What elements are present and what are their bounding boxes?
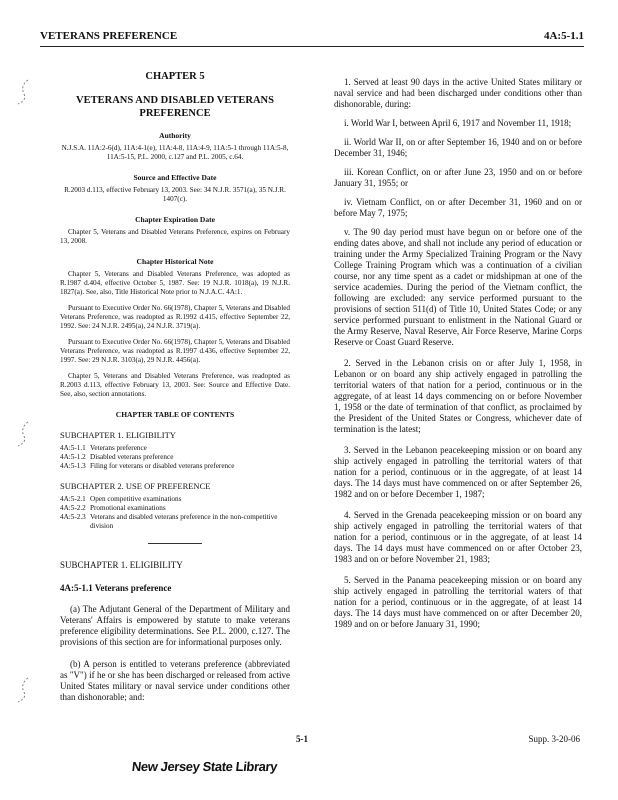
body-paragraph: 2. Served in the Lebanon crisis on or after July 1, 1958, in Lebanon or on board any ship actively engaged in patrolling the territorial waters of that nation for a period, continuous or in the aggregate, of at least 14 days commencing on or before November 1, 1958 or the date of termination of that conflict, as proclaimed by the President of the United States or Congress, whichever date of termination is the latest;: [334, 358, 582, 434]
toc-entry-number: 4A:5-2.1: [60, 495, 86, 503]
subchapter-heading: SUBCHAPTER 1. ELIGIBILITY: [60, 560, 183, 570]
body-paragraph: 1. Served at least 90 days in the active United States military or naval service and had been discharged under conditions other than dishonorable, during:: [334, 77, 582, 109]
toc-entry: [60, 513, 290, 531]
body-paragraph: (b) A person is entitled to veterans preference (abbreviated as "V") if he or she has been discharged or released from active United States military or naval service under conditions other than dishonorable; and:: [60, 659, 290, 702]
body-paragraph: (a) The Adjutant General of the Department of Military and Veterans' Affairs is empowered by statute to make veterans preference eligibility determinations. See P.L. 2000, c.127. The provisions of this section are for informational purposes only.: [60, 604, 290, 647]
toc-entry-text: Filing for veterans or disabled veterans preference: [90, 462, 235, 470]
page-number: 5-1: [296, 734, 308, 744]
chapter-title: VETERANS AND DISABLED VETERANS PREFERENCE: [76, 95, 274, 119]
expiration-text: Chapter 5, Veterans and Disabled Veterans Preference, expires on February 13, 2008.: [60, 228, 290, 245]
body-paragraph: i. World War I, between April 6, 1917 and November 11, 1918;: [344, 118, 572, 128]
toc-entry: [60, 444, 290, 453]
toc-subchapter: SUBCHAPTER 1. ELIGIBILITY: [60, 430, 176, 440]
header-citation: 4A:5-1.1: [543, 30, 584, 42]
running-header: [40, 30, 584, 46]
body-paragraph: 4. Served in the Grenada peacekeeping mission or on board any ship actively engaged in patrolling the territorial waters of that nation for a period, continuous or in the aggregate, of at least 14 days. The 14 days must have commenced on or after October 23, 1983 and on or before November 21, 1983;: [334, 510, 582, 564]
toc-entry-number: 4A:5-1.1: [60, 444, 86, 452]
toc-entry-text: Veterans and disabled veterans preference in the non-competitive division: [90, 513, 278, 530]
binder-hole-mark-icon: [14, 78, 38, 106]
history-paragraph: Chapter 5, Veterans and Disabled Veterans Preference, was adopted as R.1987 d.404, effective October 5, 1987. See: 19 N.J.R. 1018(a), 19 N.J.R. 1827(a). See, also, Title Historical Note prior to N.J.A.C. 4A:1.: [60, 270, 290, 296]
section-heading: 4A:5-1.1 Veterans preference: [60, 583, 172, 593]
source-text: R.2003 d.113, effective February 13, 2003. See: 34 N.J.R. 3571(a), 35 N.J.R. 1407(c).: [64, 186, 286, 203]
left-column: [60, 60, 290, 703]
history-paragraph: Pursuant to Executive Order No. 66(1978), Chapter 5, Veterans and Disabled Veterans Preference, was readopted as R.1997 d.436, effective September 22, 1997. See: 29 N.J.R. 3103(a), 29 N.J.R. 4456(a).: [60, 338, 290, 364]
authority-heading: Authority: [159, 131, 191, 140]
binder-hole-mark-icon: [14, 676, 38, 704]
body-paragraph: 5. Served in the Panama peacekeeping mission or on board any ship actively engaged in patrolling the territorial waters of that nation for a period, continuous or in the aggregate, of at least 14 days. The 14 days must have commenced on or after December 20, 1989 and on or before January 31, 1990;: [334, 575, 582, 629]
toc-entry-number: 4A:5-1.3: [60, 462, 86, 470]
section-divider: [148, 543, 202, 544]
toc-entry: [60, 453, 290, 462]
toc-heading: CHAPTER TABLE OF CONTENTS: [115, 410, 235, 419]
binder-hole-mark-icon: [14, 420, 38, 448]
expiration-heading: Chapter Expiration Date: [135, 215, 215, 224]
body-paragraph: iv. Vietnam Conflict, on or after December 31, 1960 and on or before May 7, 1975;: [334, 197, 582, 218]
toc-subchapter: SUBCHAPTER 2. USE OF PREFERENCE: [60, 481, 211, 491]
header-rule: [40, 46, 584, 47]
history-paragraph: Chapter 5, Veterans and Disabled Veterans Preference, was readopted as R.2003 d.113, effective February 13, 2003. See: Source and Effective Date. See, also, section annotations.: [60, 372, 290, 398]
toc-entry: [60, 462, 290, 471]
toc-list: [60, 444, 290, 471]
history-heading: Chapter Historical Note: [136, 257, 214, 266]
right-column: [334, 60, 582, 630]
supplement-date: Supp. 3-20-06: [528, 734, 580, 744]
toc-entry-text: Open competitive examinations: [90, 495, 182, 503]
toc-entry-number: 4A:5-1.2: [60, 453, 86, 461]
library-stamp: New Jersey State Library: [131, 759, 278, 774]
history-paragraph: Pursuant to Executive Order No. 66(1978), Chapter 5, Veterans and Disabled Veterans Preference, was readopted as R.1992 d.415, effective September 22, 1992. See: 24 N.J.R. 2495(a), 24 N.J.R. 3719(a).: [60, 304, 290, 330]
toc-entry-text: Promotional examinations: [90, 504, 166, 512]
toc-entry-text: Disabled veterans preference: [90, 453, 174, 461]
toc-entry-text: Veterans preference: [90, 444, 147, 452]
header-title: VETERANS PREFERENCE: [40, 30, 178, 42]
toc-entry: [60, 504, 290, 513]
source-heading: Source and Effective Date: [133, 173, 217, 182]
toc-entry: [60, 495, 290, 504]
body-paragraph: ii. World War II, on or after September 16, 1940 and on or before December 31, 1946;: [334, 137, 582, 158]
toc-list: [60, 495, 290, 531]
toc-entry-number: 4A:5-2.3: [60, 513, 86, 521]
chapter-label: CHAPTER 5: [145, 71, 205, 82]
body-paragraph: v. The 90 day period must have begun on or before one of the ending dates above, and shall not include any period of education or training under the Army Specialized Training Program or the Navy College Training Program which was a continuation of a civilian course, nor any time spent as a cadet or midshipman at one of the service academies. During the period of the Vietnam conflict, the following are excluded: any service performed pursuant to the provisions of section 511(d) of Title 10, United States Code; or any service performed pursuant to enlistment in the National Guard or the Army Reserve, Naval Reserve, Air Force Reserve, Marine Corps Reserve or Coast Guard Reserve.: [334, 227, 582, 347]
toc-entry-number: 4A:5-2.2: [60, 504, 86, 512]
body-paragraph: 3. Served in the Lebanon peacekeeping mission or on board any ship actively engaged in patrolling the territorial waters of that nation for a period, continuous or in the aggregate, of at least 14 days. The 14 days must have commenced on or after September 26, 1982 and on or before December 1, 1987;: [334, 445, 582, 499]
authority-text: N.J.S.A. 11A:2-6(d), 11A:4-1(e), 11A:4-8, 11A:4-9, 11A:5-1 through 11A:5-8, 11A:5-15, P.L. 2000, c.127 and P.L. 2005, c.64.: [61, 144, 289, 161]
body-paragraph: iii. Korean Conflict, on or after June 23, 1950 and on or before January 31, 1955; or: [334, 167, 582, 188]
